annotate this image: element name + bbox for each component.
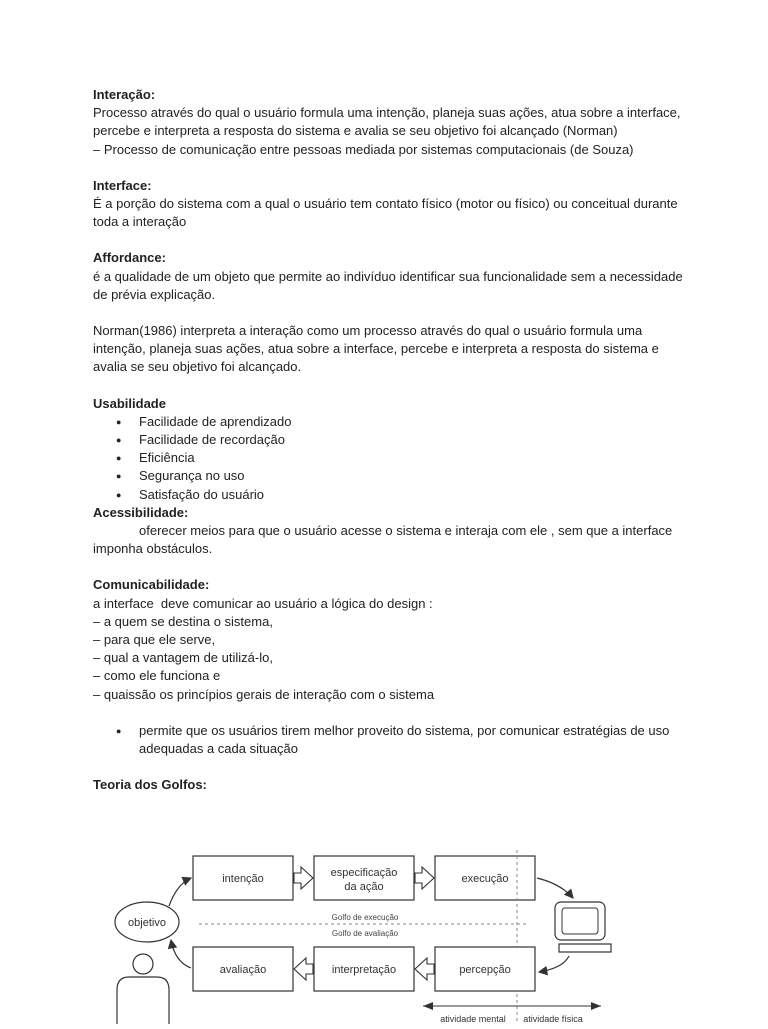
- list-item: – como ele funciona e: [93, 668, 221, 684]
- list-item: ● Facilidade de aprendizado: [93, 413, 683, 431]
- avaliacao-label: avaliação: [219, 964, 267, 976]
- arrow-execucao-computer: [537, 878, 573, 898]
- atividade-fisica-label: atividade física: [523, 1014, 583, 1024]
- especificacao-label-2: da ação: [344, 881, 384, 893]
- heading-comunicabilidade: Comunicabilidade:: [93, 577, 210, 593]
- atividade-mental-label: atividade mental: [440, 1014, 506, 1024]
- list-item: ● Eficiência: [93, 449, 683, 467]
- comunicabilidade-intro: a interface deve comunicar ao usuário a lógica do design :: [93, 595, 433, 611]
- person-head-icon: [133, 954, 153, 974]
- list-item: ● permite que os usuários tirem melhor proveito do sistema, por comunicar estratégias de uso adequadas a cada situação: [93, 722, 683, 758]
- golfo-execucao-label: Golfo de execução: [331, 913, 399, 922]
- computer-base-icon: [559, 944, 611, 952]
- acessibilidade-definition: oferecer meios para que o usuário acesse o sistema e interaja com ele , sem que a interface imponha obstáculos.: [93, 523, 673, 557]
- golfo-avaliacao-label: Golfo de avaliação: [331, 929, 399, 938]
- list-item: ● Segurança no uso: [93, 467, 683, 485]
- especificacao-label-1: especificação: [330, 867, 398, 879]
- percepcao-label: percepção: [459, 964, 511, 976]
- interacao-definition-2: – Processo de comunicação entre pessoas mediada por sistemas computacionais (de Souza): [93, 141, 634, 157]
- list-item: – quaissão os princípios gerais de interação com o sistema: [93, 686, 435, 702]
- heading-usabilidade: Usabilidade: [93, 395, 166, 411]
- list-item: – a quem se destina o sistema,: [93, 613, 273, 629]
- arrow-objetivo-intencao: [169, 878, 191, 906]
- golfos-diagram-svg: [107, 840, 627, 1024]
- list-item: – qual a vantagem de utilizá-lo,: [93, 650, 273, 666]
- golfos-diagram: [107, 840, 627, 1029]
- interface-definition: É a porção do sistema com a qual o usuário tem contato físico (motor ou físico) ou conceitual durante toda a interação: [93, 196, 678, 230]
- heading-interface: Interface:: [93, 177, 152, 193]
- arrow-percepcao-interpretacao: [415, 958, 434, 980]
- usabilidade-list: [93, 413, 683, 504]
- activity-range-right-head: [591, 1002, 601, 1010]
- computer-screen-icon: [562, 908, 598, 934]
- arrow-especificacao-execucao: [415, 867, 434, 889]
- person-body-icon: [117, 977, 169, 1024]
- arrow-computer-percepcao: [539, 956, 569, 972]
- arrow-interpretacao-avaliacao: [294, 958, 313, 980]
- list-item: – para que ele serve,: [93, 632, 216, 648]
- list-item: ● Facilidade de recordação: [93, 431, 683, 449]
- execucao-label: execução: [461, 873, 509, 885]
- objetivo-label: objetivo: [128, 917, 166, 929]
- comunicabilidade-bullets: [93, 722, 683, 758]
- arrow-avaliacao-objetivo: [171, 940, 191, 968]
- heading-acessibilidade: Acessibilidade:: [93, 504, 189, 520]
- intencao-label: intenção: [222, 873, 264, 885]
- arrow-intencao-especificacao: [294, 867, 313, 889]
- heading-golfos: Teoria dos Golfos:: [93, 777, 207, 793]
- norman-paragraph: Norman(1986) interpreta a interação como um processo através do qual o usuário formula uma intenção, planeja suas ações, atua sobre a interface, percebe e interpreta a resposta do sistema e avalia se seu objetivo foi alcançado.: [93, 323, 659, 375]
- activity-range-left-head: [423, 1002, 433, 1010]
- heading-interacao: Interação:: [93, 87, 156, 102]
- heading-affordance: Affordance:: [93, 250, 166, 266]
- affordance-definition: é a qualidade de um objeto que permite ao indivíduo identificar sua funcionalidade sem a necessidade de prévia explicação.: [93, 268, 683, 302]
- document-body: [93, 86, 683, 795]
- interacao-definition: Processo através do qual o usuário formula uma intenção, planeja suas ações, atua sobre a interface, percebe e interpreta a resposta do sistema e avalia se seu objetivo foi alcançado (Norman): [93, 105, 681, 139]
- interpretacao-label: interpretação: [331, 964, 397, 976]
- list-item: ● Satisfação do usuário: [93, 486, 683, 504]
